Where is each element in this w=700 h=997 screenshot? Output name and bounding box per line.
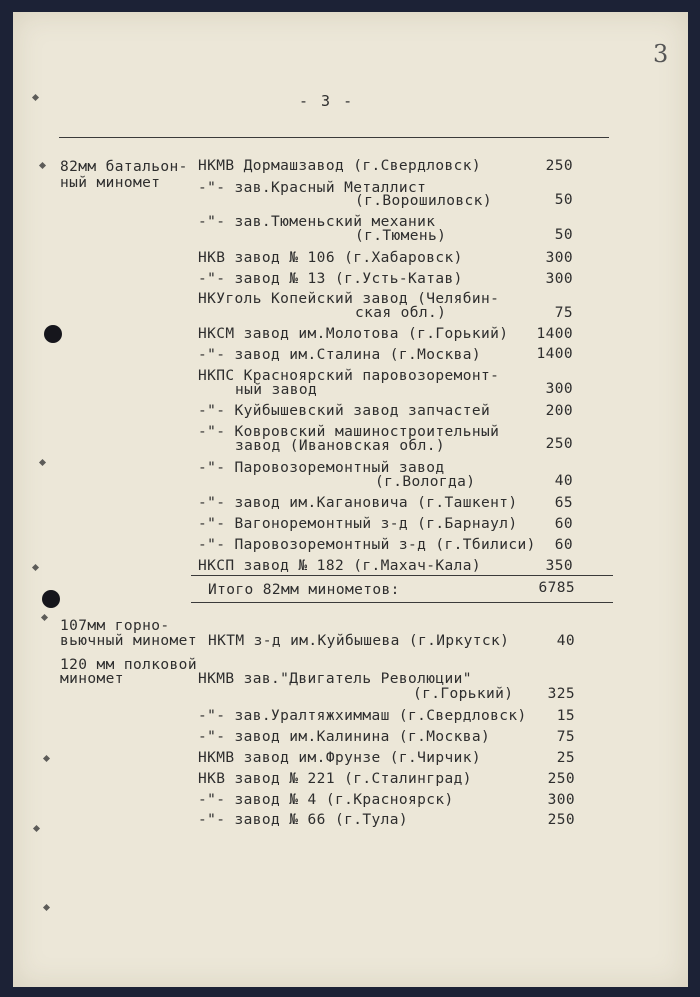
category-107mm-line2: вьючный миномет (60, 633, 197, 649)
plant-row-cont: (г.Ворошиловск) (355, 193, 492, 209)
plant-qty: 25 (556, 750, 575, 766)
plant-row: НКМВ завод им.Фрунзе (г.Чирчик) (198, 750, 482, 766)
plant-qty: 50 (554, 192, 573, 208)
plant-row: НКСМ завод им.Молотова (г.Горький) (198, 326, 509, 342)
plant-qty: 40 (556, 633, 575, 649)
plant-row: -"- Паровозоремонтный з-д (г.Тбилиси) (198, 537, 536, 553)
corner-page-number: 3 (653, 40, 669, 68)
plant-row-cont: завод (Ивановская обл.) (235, 438, 445, 454)
plant-row: НКУголь Копейский завод (Челябин- (198, 291, 500, 307)
plant-qty: 75 (554, 305, 573, 321)
punch-hole (42, 590, 60, 608)
plant-qty: 60 (554, 537, 573, 553)
plant-qty: 300 (545, 250, 573, 266)
plant-row: НКТМ з-д им.Куйбышева (г.Иркутск) (208, 633, 510, 649)
plant-qty: 1400 (536, 346, 573, 362)
plant-row: -"- завод им.Кагановича (г.Ташкент) (198, 495, 518, 511)
plant-qty: 75 (556, 729, 575, 745)
plant-row: НКМВ Дормашзавод (г.Свердловск) (198, 158, 482, 174)
plant-qty: 250 (547, 812, 575, 828)
category-120mm-line1: 120 мм полковой (60, 657, 197, 673)
plant-qty: 300 (547, 792, 575, 808)
plant-row: НКВ завод № 221 (г.Сталинград) (198, 771, 472, 787)
plant-qty: 200 (545, 403, 573, 419)
plant-row: -"- Вагоноремонтный з-д (г.Барнаул) (198, 516, 518, 532)
plant-qty: 50 (554, 227, 573, 243)
total-rule-bottom (191, 602, 613, 603)
plant-row: -"- зав.Тюменьский механик (198, 214, 436, 230)
plant-row: -"- зав.Уралтяжхиммаш (г.Свердловск) (198, 708, 527, 724)
total-qty: 6785 (538, 580, 575, 596)
plant-row: -"- завод № 4 (г.Красноярск) (198, 792, 454, 808)
plant-row: -"- завод им.Сталина (г.Москва) (198, 347, 482, 363)
plant-qty: 250 (545, 436, 573, 452)
plant-row: -"- завод № 13 (г.Усть-Катав) (198, 271, 463, 287)
plant-row-cont: ный завод (235, 382, 318, 398)
category-120mm-line2: миномет (60, 671, 124, 687)
page-number-label: - 3 - (299, 92, 355, 110)
plant-row: -"- Куйбышевский завод запчастей (198, 403, 491, 419)
category-82mm-line1: 82мм батальон- (60, 159, 188, 175)
plant-qty: 300 (545, 271, 573, 287)
document-page (13, 12, 688, 987)
total-rule-top (191, 575, 613, 576)
plant-qty: 250 (545, 158, 573, 174)
plant-qty: 60 (554, 516, 573, 532)
plant-row-cont: (г.Горький) (413, 686, 514, 702)
plant-row: -"- Ковровский машиностроительный (198, 424, 500, 440)
plant-row: -"- завод им.Калинина (г.Москва) (198, 729, 491, 745)
plant-row: НКМВ зав."Двигатель Революции" (198, 671, 472, 687)
plant-row: -"- завод № 66 (г.Тула) (198, 812, 408, 828)
plant-row: НКВ завод № 106 (г.Хабаровск) (198, 250, 463, 266)
plant-qty: 300 (545, 381, 573, 397)
category-82mm-line2: ный миномет (60, 175, 161, 191)
category-107mm-line1: 107мм горно- (60, 618, 170, 634)
plant-qty: 1400 (536, 326, 573, 342)
plant-row-cont: (г.Вологда) (375, 474, 476, 490)
top-rule (59, 137, 609, 138)
punch-hole (44, 325, 62, 343)
total-label: Итого 82мм минометов: (208, 582, 400, 598)
plant-row-cont: (г.Тюмень) (355, 228, 447, 244)
plant-qty: 15 (556, 708, 575, 724)
plant-qty: 250 (547, 771, 575, 787)
plant-row: НКСП завод № 182 (г.Махач-Кала) (198, 558, 482, 574)
plant-qty: 40 (554, 473, 573, 489)
plant-qty: 325 (547, 686, 575, 702)
plant-row: -"- Паровозоремонтный завод (198, 460, 445, 476)
plant-qty: 350 (545, 558, 573, 574)
plant-row: НКПС Красноярский паровозоремонт- (198, 368, 500, 384)
plant-row: -"- зав.Красный Металлист (198, 180, 427, 196)
plant-row-cont: ская обл.) (355, 305, 447, 321)
plant-qty: 65 (554, 495, 573, 511)
